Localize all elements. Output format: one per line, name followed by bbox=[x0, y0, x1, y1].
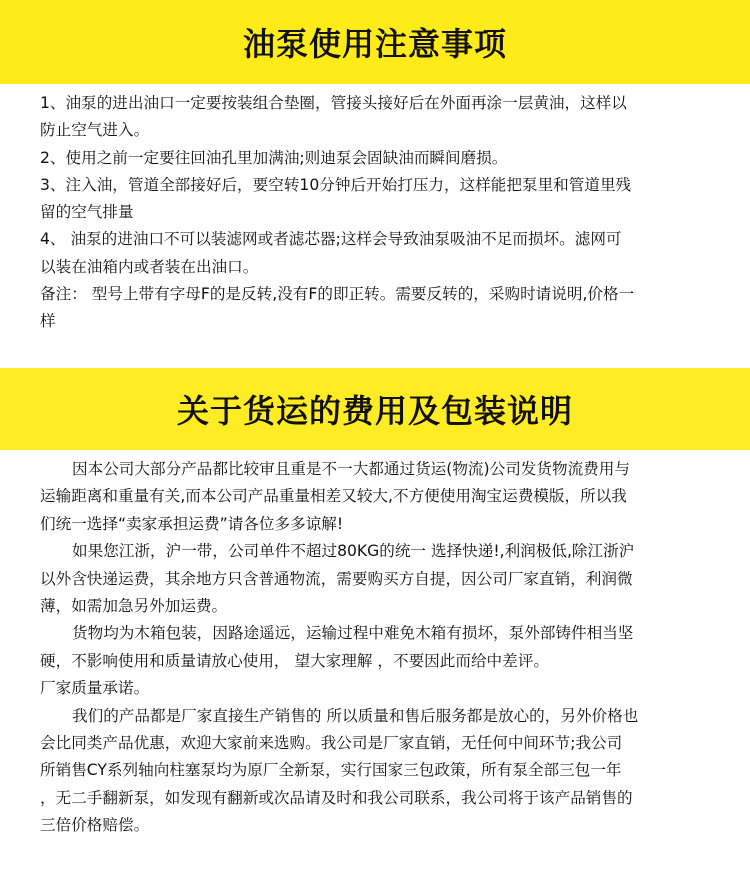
text-line: 防止空气进入。 bbox=[40, 121, 150, 140]
text-line: 硬，不影响使用和质量请放心使用， 望大家理解 ，不要因此而给中差评。 bbox=[40, 651, 549, 670]
header-banner-shipping bbox=[0, 368, 750, 450]
text-line: 1、油泵的进出油口一定要按装组合垫圈，管接头接好后在外面再涂一层黄油，这样以 bbox=[40, 94, 627, 112]
text-line: 4、 油泵的进油口不可以装滤网或者滤芯器;这样会导致油泵吸油不足而损坏。滤网可 bbox=[40, 230, 622, 249]
text-line: 2、使用之前一定要往回油孔里加满油;则迪泵会固缺油而瞬间磨损。 bbox=[40, 148, 508, 167]
header-banner-usage bbox=[0, 0, 750, 84]
text-line: 三倍价格赔偿。 bbox=[40, 816, 150, 835]
text-line: 们统一选择“卖家承担运费”请各位多多谅解! bbox=[40, 514, 344, 533]
section-title-usage: 油泵使用注意事项 bbox=[242, 25, 507, 63]
text-line: 以外含快递运费，其余地方只含普通物流，需要购买方自提，因公司厂家直销，利润微 bbox=[40, 569, 633, 588]
text-line: 3、注入油，管道全部接好后，要空转10分钟后开始打压力，这样能把泵里和管道里残 bbox=[40, 175, 632, 194]
text-line: 留的空气排量 bbox=[40, 203, 134, 222]
text-line: 会比同类产品优惠，欢迎大家前来选购。我公司是厂家直销，无任何中间环节;我公司 bbox=[40, 733, 623, 752]
text-line: 厂家质量承诺。 bbox=[40, 679, 150, 698]
text-line: ，无二手翻新泵，如发现有翻新或次品请及时和我公司联系，我公司将于该产品销售的 bbox=[40, 788, 633, 807]
text-line: 备注： 型号上带有字母F的是反转,没有F的即正转。需要反转的，采购时请说明,价格一 bbox=[40, 285, 635, 304]
text-line: 因本公司大部分产品都比较审且重是不一大都通过货运(物流)公司发货物流费用与 bbox=[72, 460, 630, 478]
shipping-notes bbox=[40, 456, 730, 839]
text-line: 样 bbox=[40, 312, 56, 331]
text-line: 货物均为木箱包装，因路途遥远，运输过程中难免木箱有损坏，泵外部铸件相当坚 bbox=[72, 624, 634, 643]
text-line: 如果您江浙，沪一带，公司单件不超过80KG的统一 选择快递!,利润极低,除江浙沪 bbox=[72, 542, 635, 561]
text-line: 薄，如需加急另外加运费。 bbox=[40, 596, 228, 615]
text-line: 我们的产品都是厂家直接生产销售的 所以质量和售后服务都是放心的，另外价格也 bbox=[72, 706, 639, 725]
section-title-shipping: 关于货运的费用及包装说明 bbox=[176, 392, 573, 430]
text-line: 以装在油箱内或者装在出油口。 bbox=[40, 257, 259, 276]
text-line: 所销售CY系列轴向柱塞泵均为原厂全新泵，实行国家三包政策，所有泵全部三包一年 bbox=[40, 761, 622, 780]
text-line: 运输距离和重量有关,而本公司产品重量相差又较大,不方便使用淘宝运费模版，所以我 bbox=[40, 487, 627, 506]
usage-notes bbox=[40, 90, 730, 336]
